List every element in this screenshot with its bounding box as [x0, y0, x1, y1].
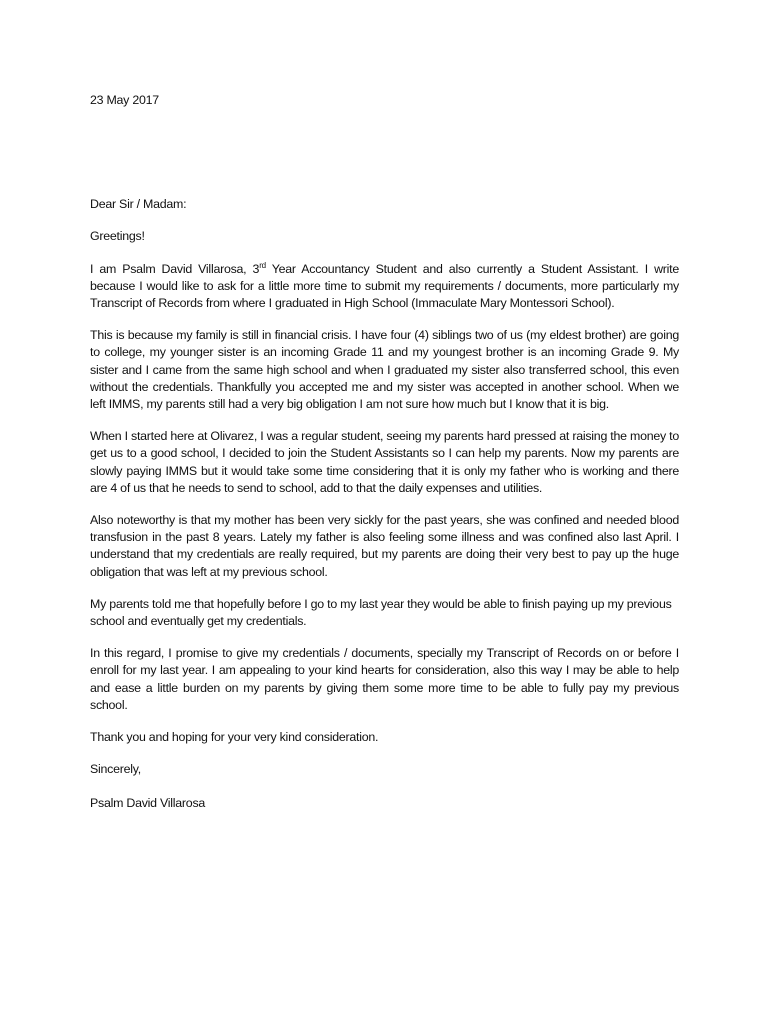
ordinal-suffix: rd [259, 260, 266, 270]
letter-body [90, 92, 679, 813]
intro-text-start: I am Psalm David Villarosa, 3 [90, 261, 260, 276]
salutation: Dear Sir / Madam: [90, 197, 187, 212]
paragraph-promise: In this regard, I promise to give my credentials / documents, specially my Transcript of Records on or before I enroll for my last year. I am appealing to your kind hearts for consideration, also this way I may be able to help and ease a little burden on my parents by giving them some more time to be able to fully pay my previous school. [90, 646, 679, 712]
paragraph-family-situation: This is because my family is still in financial crisis. I have four (4) siblings two of us (my eldest brother) are going to college, my younger sister is an incoming Grade 11 and my youngest brother is an incoming Grade 9. My sister and I came from the same high school and when I graduated my sister also transferred school, this even without the credentials. Thankfully you accepted me and my sister was accepted in another school. When we left IMMS, my parents still had a very big obligation I am not sure how much but I know that it is big. [90, 328, 679, 412]
paragraph-hope: My parents told me that hopefully before I go to my last year they would be able to finish paying up my previous school and eventually get my credentials. [90, 596, 672, 629]
greeting: Greetings! [90, 229, 145, 244]
signature-name: Psalm David Villarosa [90, 796, 206, 811]
intro-text-rest: Year Accountancy Student and also currently a Student Assistant. I write because I would like to ask for a little more time to submit my requirements / documents, more particularly my Transcript of Records from where I graduated in High School (Immaculate Mary Montessori School). [90, 261, 679, 311]
paragraph-student-assistant: When I started here at Olivarez, I was a regular student, seeing my parents hard pressed at raising the money to get us to a good school, I decided to join the Student Assistants so I can help my parents. Now my parents are slowly paying IMMS but it would take some time considering that it is only my father who is working and there are 4 of us that he needs to send to school, add to that the daily expenses and utilities. [90, 429, 679, 495]
thank-you-line: Thank you and hoping for your very kind consideration. [90, 730, 379, 745]
letter-date: 23 May 2017 [90, 93, 159, 107]
closing: Sincerely, [90, 762, 141, 777]
paragraph-intro [90, 261, 679, 313]
paragraph-health: Also noteworthy is that my mother has been very sickly for the past years, she was confined and needed blood transfusion in the past 8 years. Lately my father is also feeling some illness and was confined also last April. I understand that my credentials are really required, but my parents are doing their very best to pay up the huge obligation that was left at my previous school. [90, 513, 679, 579]
